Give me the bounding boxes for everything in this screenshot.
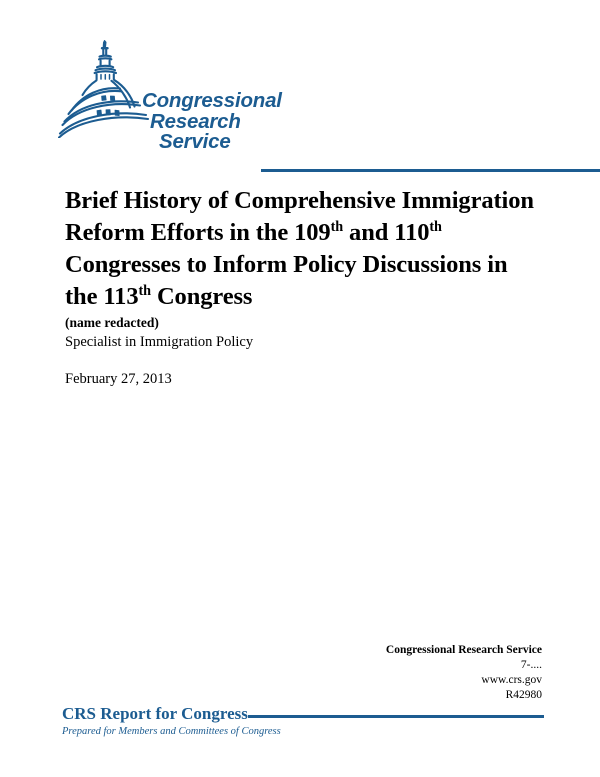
publication-date: February 27, 2013 [65,371,172,387]
page-title [65,185,535,313]
title-line-2-mid: and 110 [343,219,430,247]
crs-wordmark [142,91,542,153]
footer-website[interactable]: www.crs.gov [481,674,542,686]
banner-title: CRS Report for Congress [62,704,248,723]
wordmark-line-congressional: Congressional [142,89,282,112]
title-ordinal-109th: th [330,219,344,236]
title-line-4-pre: the 113 [65,283,139,311]
crs-masthead [58,38,544,153]
author-block [65,313,465,352]
crs-report-banner [62,704,544,744]
footer-phone: 7-.... [520,659,542,671]
title-line-4-post: Congress [150,283,253,311]
title-line-3: Congresses to Inform Policy Discussions in [65,251,508,279]
masthead-divider-rule [261,169,600,172]
wordmark-line-research: Research [150,109,241,133]
author-name: (name redacted) [65,315,159,330]
footer-report-number: R42980 [505,689,542,701]
title-ordinal-110th: th [429,219,442,236]
title-line-2-pre: Reform Efforts in the 109 [65,219,331,247]
title-ordinal-113th: th [138,283,151,300]
title-line-1: Brief History of Comprehensive Immigration [65,187,534,215]
banner-divider-rule [248,715,544,718]
wordmark-line-service: Service [159,130,231,153]
author-job-title: Specialist in Immigration Policy [65,334,254,350]
banner-subtitle: Prepared for Members and Committees of Congress [62,726,281,737]
report-info-block [242,643,542,703]
footer-organization: Congressional Research Service [385,644,542,656]
